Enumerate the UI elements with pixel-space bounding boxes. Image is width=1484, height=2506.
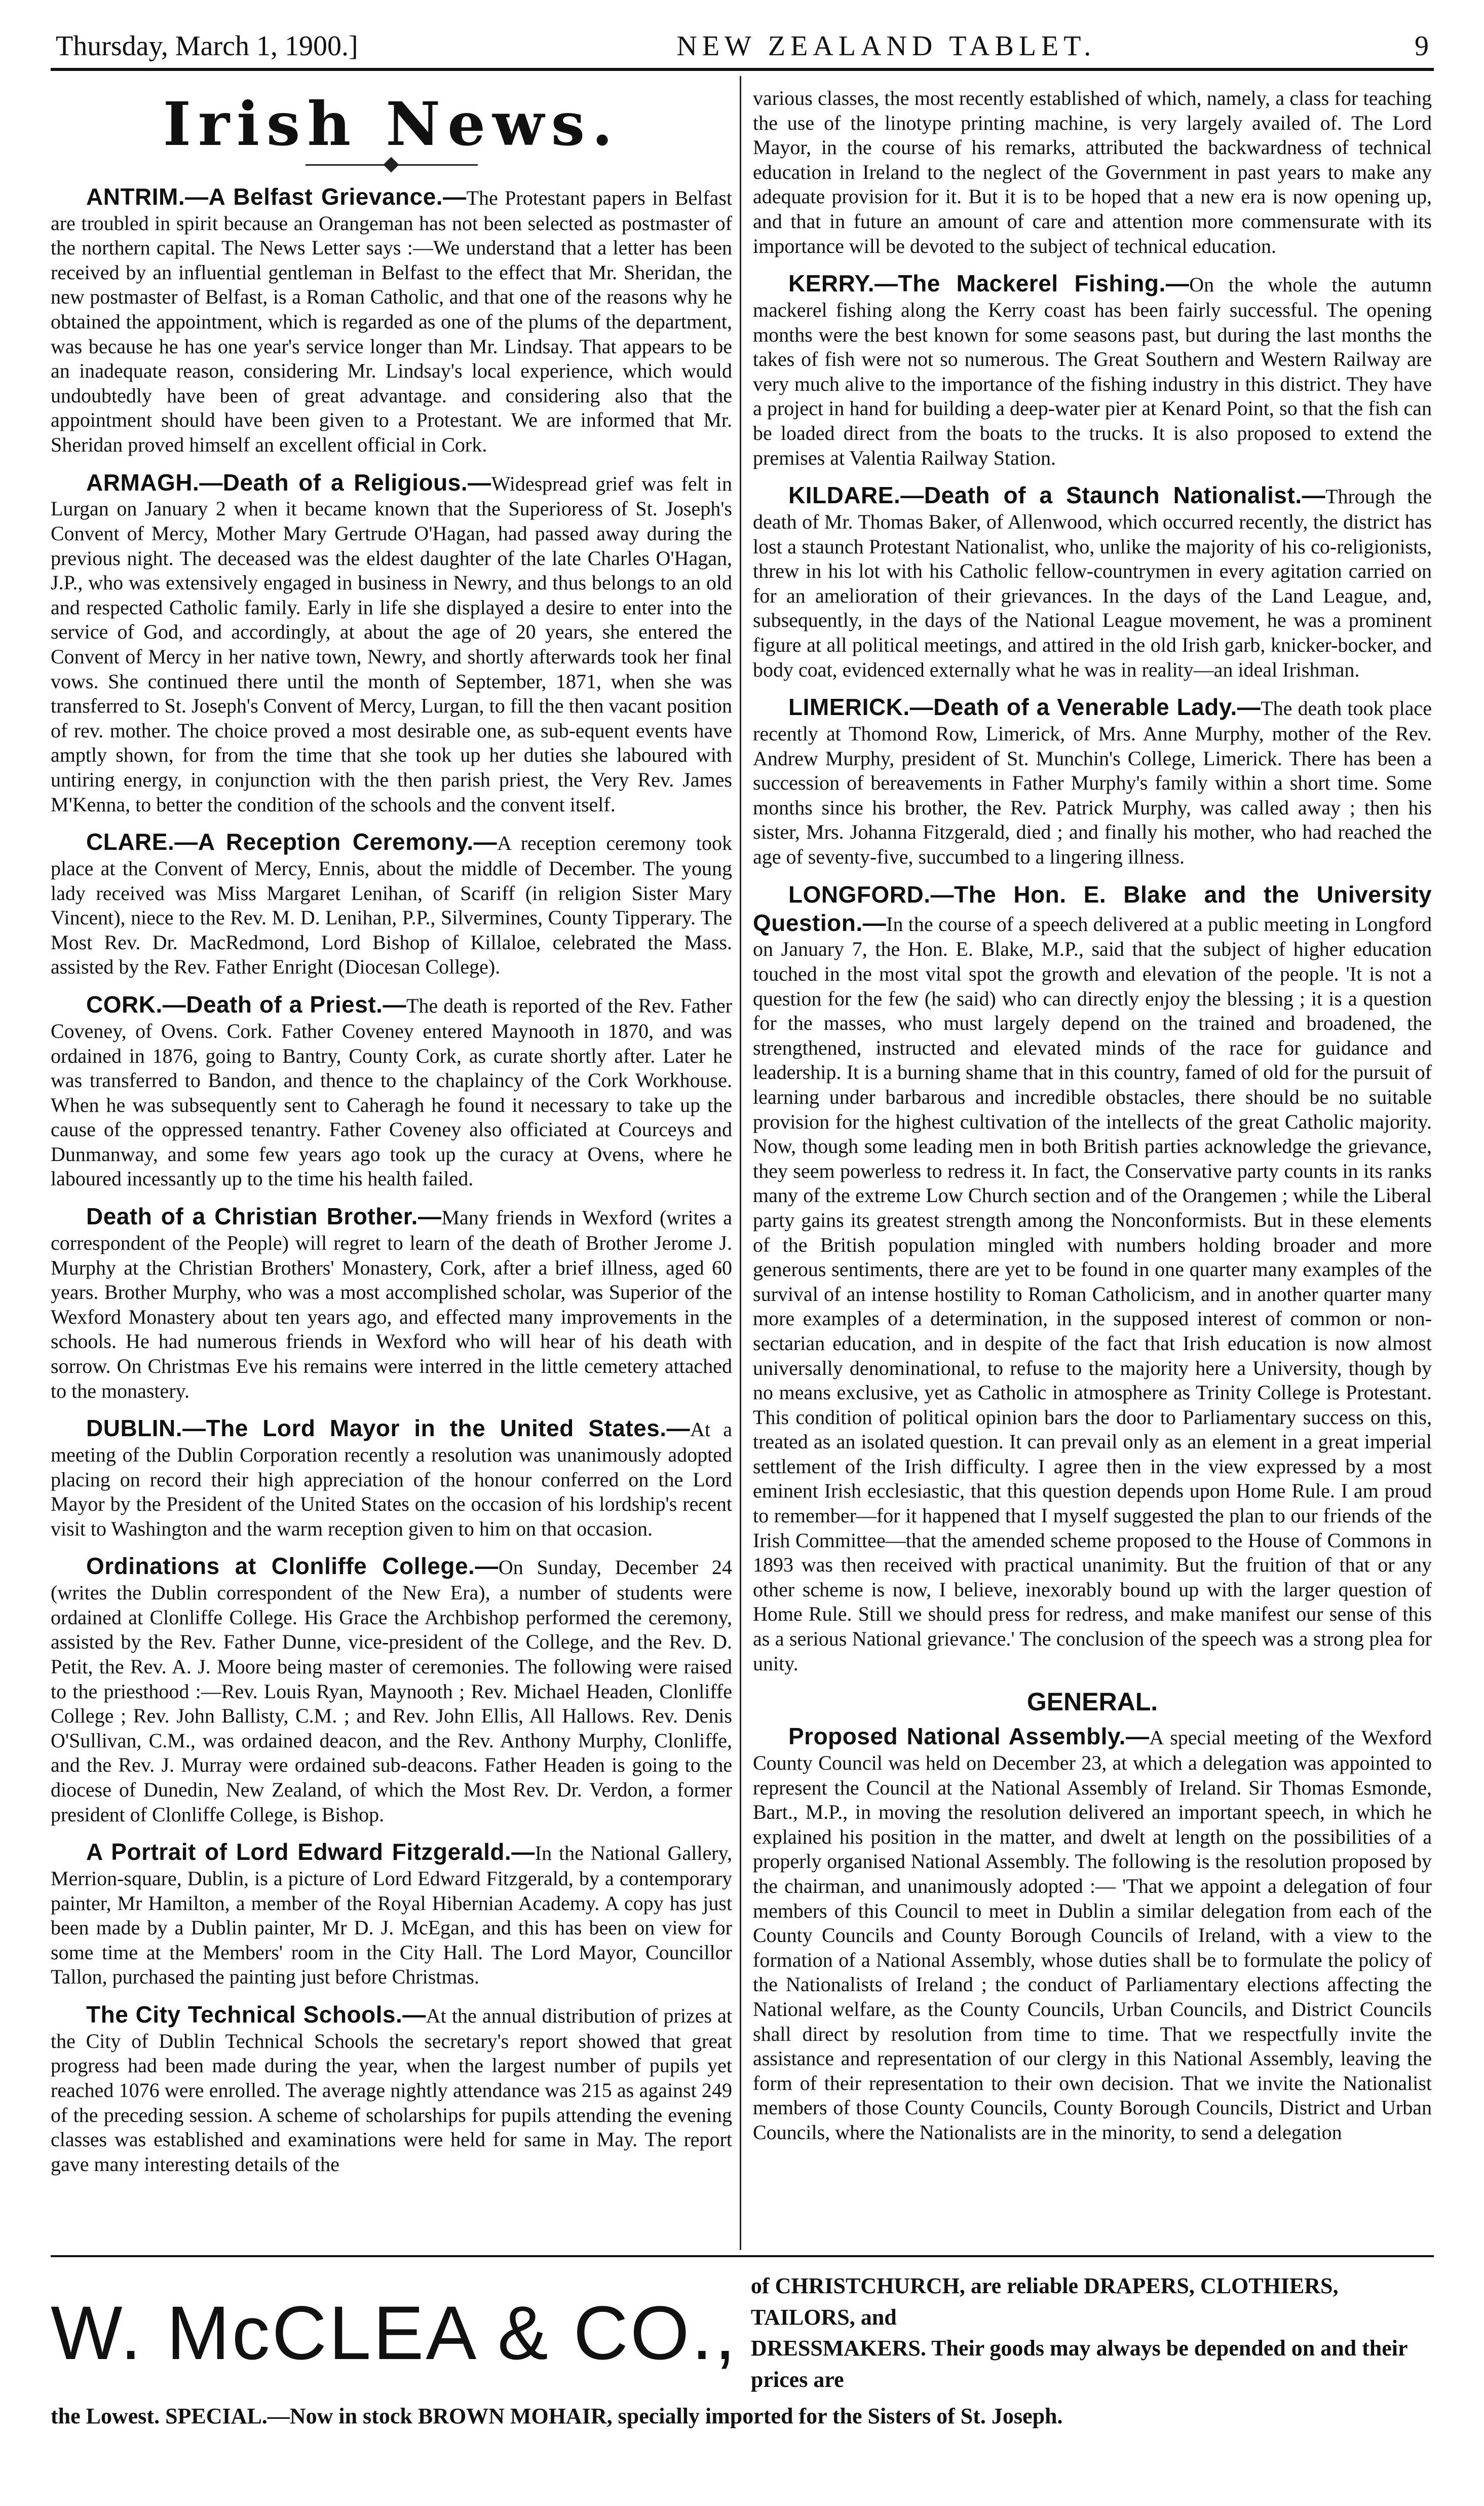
ad-side-line-1: of CHRISTCHURCH, are reliable DRAPERS, CLOTHIERS, TAILORS, and [750, 2273, 1339, 2330]
article-heading: CLARE.—A Reception Ceremony.— [86, 829, 498, 855]
article [51, 2001, 732, 2177]
article-heading: Ordinations at Clonliffe College.— [86, 1553, 499, 1580]
article-heading: ARMAGH.—Death of a Religious.— [86, 469, 491, 496]
advertisement [51, 2270, 1434, 2473]
article-body: In the National Gallery, Merrion-square, Dublin, is a picture of Lord Edward Fitzgerald, by a contemporary painter, Mr Hamilton, a member of the Royal Hibernian Academy. A copy has just been made by a Dublin painter, Mr D. J. McEgan, and this has been on view for some time at the Members' room in the City Hall. The Lord Mayor, Councillor Tallon, purchased the painting just before Christmas. [51, 1842, 732, 1989]
header-paper-name: NEW ZEALAND TABLET. [676, 30, 1096, 62]
left-articles [51, 183, 732, 2177]
article-body: At a meeting of the Dublin Corporation recently a resolution was unanimously adopted placing on record their high appreciation of the honour conferred on the Lord Mayor by the President of the United States on the occasion of his lordship's recent visit to Washington and the warm reception given to him on that occasion. [51, 1418, 732, 1540]
article-body: On the whole the autumn mackerel fishing along the Kerry coast has been fairly successful. The opening months were the best known for some seasons past, but during the last months the takes of fish were not so numerous. The Great Southern and Western Railway are very much alive to the importance of the fishing industry in this district. They have a project in hand for building a deep-water pier at Kenard Point, so that the fish can be loaded direct from the boats to the trucks. It is also proposed to extend the premises at Valentia Railway Station. [753, 273, 1432, 469]
article-body: The death is reported of the Rev. Father Coveney, of Ovens. Cork. Father Coveney entered Maynooth in 1870, and was ordained in 1876, going to Bantry, County Cork, as curate shortly after. Later he was transferred to Bandon, and thence to the chaplaincy of the Cork Workhouse. When he was subsequently sent to Caheragh he found it necessary to take up the cause of the oppressed tenantry. Father Coveney also officiated at Courceys and Dunmanway, and some few years ago took up the curacy at Ovens, where he laboured incessantly up to the time his health failed. [51, 994, 732, 1190]
article-heading: KILDARE.—Death of a Staunch Nationalist.— [788, 482, 1326, 509]
ad-side-text [751, 2270, 1434, 2395]
article [51, 183, 732, 458]
article [51, 1838, 732, 1990]
article [753, 881, 1432, 1676]
section-heading: GENERAL. [1026, 1688, 1158, 1716]
ad-company-name: W. McCLEA & CO., [51, 2290, 738, 2376]
article [753, 693, 1432, 869]
section-title: Irish News. [163, 89, 620, 159]
article-heading: CORK.—Death of a Priest.— [86, 991, 406, 1018]
header-page-number: 9 [1415, 30, 1429, 62]
column-divider [740, 76, 741, 2250]
article-body: At the annual distribution of prizes at the City of Dublin Technical Schools the secretary's report showed that great progress had been made during the year, when the largest number of pupils yet reached 1076 were enrolled. The average nightly attendance was 215 as against 249 of the preceding session. A scheme of scholarships for pupils attending the evening classes was established and examinations were held for same in May. The report gave many interesting details of the [51, 2004, 732, 2176]
article-body: Widespread grief was felt in Lurgan on January 2 when it became known that the Superioress of St. Joseph's Convent of Mercy, Mother Mary Gertrude O'Hagan, had passed away during the previous night. The deceased was the eldest daughter of the late Charles O'Hagan, J.P., who was extensively engaged in business in Newry, and thus belongs to an old and respected Catholic family. Early in life she displayed a desire to enter into the service of God, and accordingly, at about the age of 20 years, she entered the Convent of Mercy in her native town, Newry, and shortly afterwards took her final vows. She continued there until the month of September, 1871, when she was transferred to St. Joseph's Convent of Mercy, Lurgan, to fill the then vacant position of rev. mother. The choice proved a most desirable one, as sub-equent events have amptly shown, for from the time that she took up her duties she laboured with untiring energy, in conjunction with the then parish priest, the Very Rev. James M'Kenna, to better the condition of the schools and the convent itself. [51, 472, 732, 816]
ad-special-line: the Lowest. SPECIAL.—Now in stock BROWN MOHAIR, specially imported for the Sisters of St. Joseph. [51, 2404, 1063, 2429]
article [753, 1723, 1432, 2145]
article-heading: LIMERICK.—Death of a Venerable Lady.— [788, 694, 1261, 721]
right-column [753, 86, 1432, 2245]
article-heading: DUBLIN.—The Lord Mayor in the United States.— [86, 1415, 691, 1442]
header-rule [51, 68, 1434, 71]
footer-rule [51, 2255, 1434, 2257]
left-column [51, 86, 732, 2245]
article [51, 1552, 732, 1827]
article-body: The Protestant papers in Belfast are troubled in spirit because an Orangeman has not been selected as postmaster of the northern capital. The News Letter says :—We understand that a letter has been received by an influential gentleman in Belfast to the effect that Mr. Sheridan, the new postmaster of Belfast, is a Roman Catholic, and that one of the reasons why he obtained the appointment, which is regarded as one of the plums of the department, was because he has one year's service longer than Mr. Lindsay. That appears to be an inadequate reason, considering Mr. Lindsay's local experience, which would undoubtedly have been of great advantage. and considering also that the appointment should have been given to a Protestant. We are informed that Mr. Sheridan proved himself an excellent official in Cork. [51, 186, 732, 457]
ad-top-row [51, 2270, 1434, 2395]
title-ornament-rule [306, 164, 478, 166]
article-body: A reception ceremony took place at the Convent of Mercy, Ennis, about the middle of December. The young lady received was Miss Margaret Lenihan, of Scariff (in religion Sister Mary Vincent), niece to the Rev. M. D. Lenihan, P.P., Silvermines, County Tipperary. The Most Rev. Dr. MacRedmond, Lord Bishop of Killaloe, celebrated the Mass. assisted by the Rev. Father Enright (Diocesan College). [51, 832, 732, 979]
right-articles [753, 86, 1432, 2145]
page-header [51, 24, 1434, 68]
article [753, 481, 1432, 682]
article [51, 1203, 732, 1403]
article-body: The death took place recently at Thomond Row, Limerick, of Mrs. Anne Murphy, mother of the Rev. Andrew Murphy, president of St. Munchin's College, Limerick. There has been a succession of bereavements in Father Murphy's family within a short time. Some months since his brother, the Rev. Patrick Murphy, was called away ; then his sister, Mrs. Johanna Fitzgerald, died ; and finally his mother, who had reached the age of seventy-five, succumbed to a lingering illness. [753, 697, 1432, 869]
article-body: In the course of a speech delivered at a public meeting in Longford on January 7, the Hon. E. Blake, M.P., said that the subject of higher education touched in the most vital spot the growth and elevation of the people. 'It is not a question for the few (he said) who can directly enjoy the blessing ; it is a question for the masses, who must largely depend on the trained and broadened, the strengthened, instructed and elevated minds of the race for guidance and leadership. It is a burning shame that in this country, famed of old for the pursuit of learning under barbarous and incredible obstacles, there should be no suitable provision for the highest cultivation of the intellects of the great Catholic majority. Now, though some leading men in both British parties acknowledge the grievance, they seem powerless to redress it. In fact, the Conservative party counts in its ranks many of the extreme Low Church section and of the Orangemen ; while the Liberal party gains its greatest strength among the Nonconformists. But in these elements of the British population mingled with numbers holding broader and more generous sentiments, there are yet to be found in one quarter many examples of the survival of an intense hostility to Roman Catholicism, and in another quarter many more examples of a determination, in the supposed interest of common or non-sectarian education, and in despite of the fact that Irish education is now almost universally denominational, to refuse to the majority here a University, though by no means exclusive, yet as Catholic in atmosphere as Trinity College is Protestant. This condition of political opinion bars the door to Parliamentary success on this, treated as an isolated question. It can prevail only as an element in a great imperial settlement of the Irish difficulty. I agree then in the view expressed by a most eminent Irish ecclesiastic, that this question depends upon Home Rule. I am proud to remember—for it happened that I myself suggested the plan to our friends of the Irish Committee—that the amended scheme proposed to the House of Commons in 1893 was then received with practical unanimity. But the fruition of that or any other scheme is now, I believe, inexorably bound up with the larger question of Home Rule. Still we should press for redress, and make manifest our sense of this as a serious National grievance.' The conclusion of the speech was a strong plea for unity. [753, 912, 1432, 1675]
article [51, 469, 732, 817]
article [753, 86, 1432, 258]
article-body: Many friends in Wexford (writes a correspondent of the People) will regret to learn of the death of Brother Jerome J. Murphy at the Christian Brothers' Monastery, Cork, after a brief illness, aged 60 years. Brother Murphy, who was a most accomplished scholar, was Superior of the Wexford Monastery about ten years ago, and effected many improvements in the schools. He had numerous friends in Wexford who will hear of his death with sorrow. On Christmas Eve his remains were interred in the little cemetery attached to the monastery. [51, 1206, 732, 1402]
ad-side-line-2: DRESSMAKERS. Their goods may always be depended on and their prices are [750, 2336, 1407, 2392]
article-heading: The City Technical Schools.— [86, 2001, 426, 2028]
article-body: various classes, the most recently established of which, namely, a class for teaching the use of the linotype printing machine, is very largely availed of. The Lord Mayor, in the course of his remarks, attributed the backwardness of technical education in Ireland to the neglect of the Government in past years to make any adequate provision for it. But it is to be hoped that a new era is now opening up, and that in future an amount of care and attention more commensurate with its importance will be devoted to the subject of technical education. [753, 87, 1432, 257]
article-heading: ANTRIM.—A Belfast Grievance.— [86, 183, 467, 210]
article-heading: Death of a Christian Brother.— [86, 1203, 442, 1230]
article-heading: A Portrait of Lord Edward Fitzgerald.— [86, 1839, 535, 1865]
article [753, 270, 1432, 470]
article-heading: KERRY.—The Mackerel Fishing.— [788, 270, 1190, 297]
header-date: Thursday, March 1, 1900.] [56, 30, 358, 62]
article-heading: Proposed National Assembly.— [788, 1723, 1150, 1750]
article [51, 828, 732, 980]
article [51, 991, 732, 1191]
article-body: On Sunday, December 24 (writes the Dublin correspondent of the New Era), a number of students were ordained at Clonliffe College. His Grace the Archbishop performed the ceremony, assisted by the Rev. Father Dunne, vice-president of the College, and the Rev. D. Petit, the Rev. A. J. Moore being master of ceremonies. The following were raised to the priesthood :—Rev. Louis Ryan, Maynooth ; Rev. Michael Headen, Clonliffe College ; Rev. John Ballisty, C.M. ; and Rev. John Ellis, All Hallows. Rev. Denis O'Sullivan, C.M., was ordained deacon, and the Rev. Anthony Murphy, Clonliffe, and the Rev. J. Murray were ordained sub-deacons. Father Headen is going to the diocese of Dunedin, New Zealand, of which the Most Rev. Dr. Verdon, a former president of Clonliffe College, is Bishop. [51, 1556, 732, 1826]
article-heading: LONGFORD.—The Hon. E. Blake and the University Question.— [753, 881, 1432, 936]
article-body: Through the death of Mr. Thomas Baker, of Allenwood, which occurred recently, the district has lost a staunch Protestant Nationalist, who, unlike the majority of his co-religionists, threw in his lot with his Catholic fellow-countrymen in every agitation carried on for an amelioration of their grievances. In the days of the Land League, and, subsequently, in the days of the National League movement, he was a prominent figure at all political meetings, and attired in the old Irish garb, knicker-bocker, and body coat, evidenced externally what he was in reality—an ideal Irishman. [753, 485, 1432, 681]
article [51, 1414, 732, 1541]
article-body: A special meeting of the Wexford County Council was held on December 23, at which a delegation was appointed to represent the Council at the National Assembly of Ireland. Sir Thomas Esmonde, Bart., M.P., in moving the resolution delivered an important speech, in which he explained his position in the matter, and dwelt at length on the possibilities of a properly organised National Assembly. The following is the resolution proposed by the chairman, and unanimously adopted :— 'That we appoint a delegation of four members of this Council to meet in Dublin a similar delegation from each of the County Councils and County Borough Councils of Ireland, with a view to the formation of a National Assembly, whose duties shall be to formulate the policy of the Nationalists of Ireland ; the conduct of Parliamentary elections affecting the National welfare, as the County Councils, Urban Councils, and District Councils shall direct by resolution from time to time. That we respectfully invite the assistance and representation of our clergy in this National Assembly, leaving the form of their representation to their own decision. That we invite the Nationalist members of those County Councils, County Borough Councils, District and Urban Councils, where the Nationalists are in the minority, to send a delegation [753, 1726, 1432, 2144]
